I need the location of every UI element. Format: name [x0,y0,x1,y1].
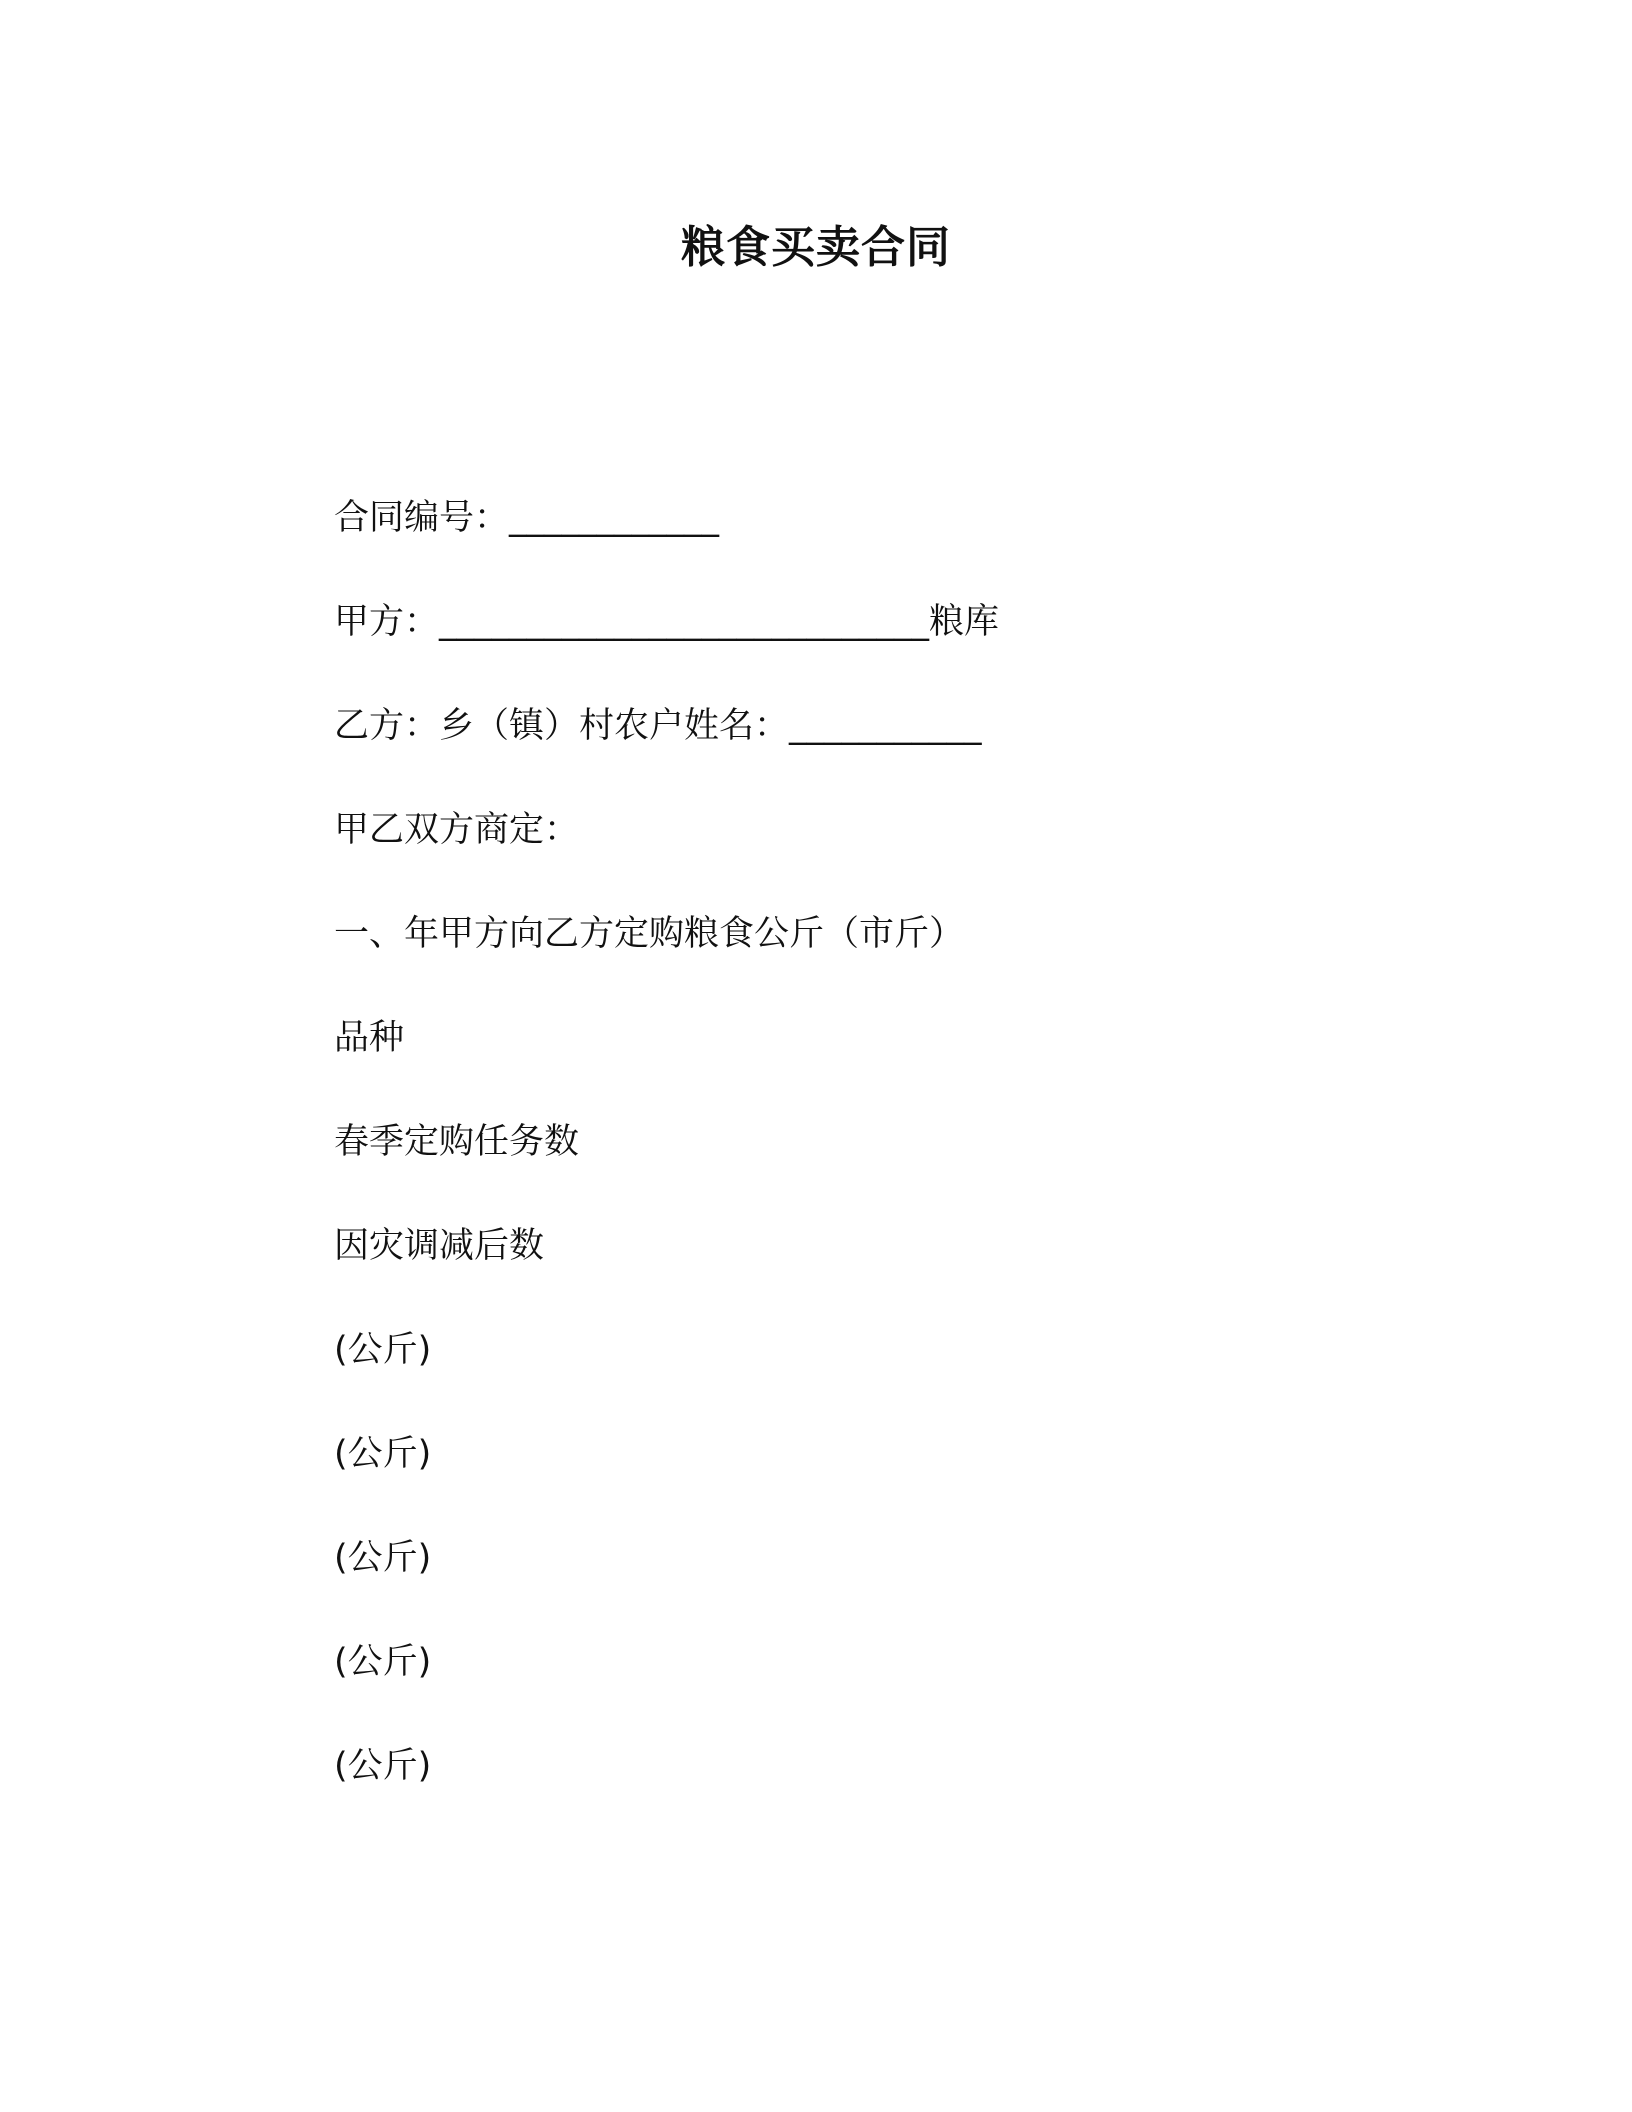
agreement-intro-line: 甲乙双方商定： [334,810,580,850]
document-body [334,488,1434,1840]
clause-one-line: 一、年甲方向乙方定购粮食公斤（市斤） [334,914,965,954]
variety-line: 品种 [334,1018,405,1058]
spring-task-line: 春季定购任务数 [334,1122,580,1162]
contract-number-line: 合同编号：____________ [334,498,720,538]
unit-line: (公斤) [334,1642,432,1682]
unit-line: (公斤) [334,1746,432,1786]
party-a-line: 甲方：____________________________粮库 [334,602,1000,642]
document-title: 粮食买卖合同 [681,222,951,273]
unit-line: (公斤) [334,1330,432,1370]
unit-line: (公斤) [334,1434,432,1474]
unit-line: (公斤) [334,1538,432,1578]
disaster-adjusted-line: 因灾调减后数 [334,1226,545,1266]
party-b-line: 乙方：乡（镇）村农户姓名：___________ [334,706,982,746]
